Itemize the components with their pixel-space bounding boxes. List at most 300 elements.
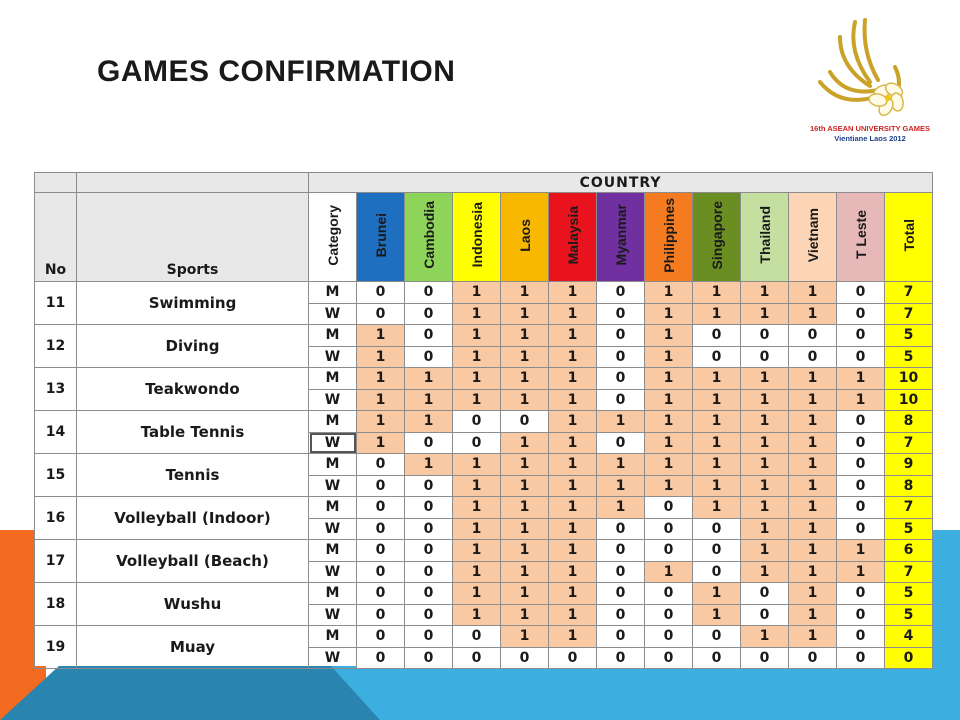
participation-cell[interactable]: 1 [549, 561, 597, 583]
category-cell[interactable]: M [309, 368, 357, 390]
participation-cell[interactable]: 1 [357, 432, 405, 454]
participation-cell[interactable]: 1 [789, 432, 837, 454]
participation-cell[interactable]: 0 [405, 497, 453, 519]
participation-cell[interactable]: 0 [405, 647, 453, 669]
header-blank-cell [35, 173, 77, 193]
participation-cell[interactable]: 0 [693, 518, 741, 540]
participation-cell[interactable]: 1 [741, 561, 789, 583]
participation-cell[interactable]: 0 [789, 325, 837, 347]
total-cell[interactable]: 5 [885, 346, 933, 368]
participation-cell[interactable]: 1 [741, 282, 789, 304]
column-header-no: No [35, 193, 77, 282]
participation-cell[interactable]: 1 [501, 282, 549, 304]
participation-cell[interactable]: 0 [837, 475, 885, 497]
participation-cell[interactable]: 0 [357, 647, 405, 669]
total-cell[interactable]: 5 [885, 325, 933, 347]
table-row [35, 626, 933, 648]
participation-cell[interactable]: 0 [405, 561, 453, 583]
participation-cell[interactable]: 1 [453, 583, 501, 605]
participation-cell[interactable]: 0 [645, 497, 693, 519]
participation-cell[interactable]: 1 [741, 454, 789, 476]
column-header-sports: Sports [77, 193, 309, 282]
participation-cell[interactable]: 0 [453, 647, 501, 669]
category-cell[interactable]: W [309, 432, 357, 454]
games-confirmation-table [34, 172, 933, 669]
participation-cell[interactable]: 0 [549, 647, 597, 669]
participation-cell[interactable]: 1 [453, 561, 501, 583]
slide-title: GAMES CONFIRMATION [97, 55, 456, 88]
participation-cell[interactable]: 0 [405, 604, 453, 626]
total-cell[interactable]: 5 [885, 604, 933, 626]
sport-name-cell: Tennis [77, 454, 309, 497]
participation-cell[interactable]: 1 [549, 432, 597, 454]
participation-cell[interactable]: 1 [453, 389, 501, 411]
category-cell[interactable]: W [309, 389, 357, 411]
participation-cell[interactable]: 1 [549, 518, 597, 540]
participation-cell[interactable]: 0 [837, 432, 885, 454]
sport-number-cell: 12 [35, 325, 77, 368]
participation-cell[interactable]: 0 [837, 282, 885, 304]
participation-cell[interactable]: 0 [693, 626, 741, 648]
participation-cell[interactable]: 1 [357, 411, 405, 433]
total-cell[interactable]: 7 [885, 497, 933, 519]
participation-cell[interactable]: 1 [789, 497, 837, 519]
total-cell[interactable]: 10 [885, 368, 933, 390]
participation-cell[interactable]: 1 [453, 518, 501, 540]
country-name-label: Malaysia [564, 205, 581, 265]
participation-cell[interactable]: 1 [357, 389, 405, 411]
participation-cell[interactable]: 0 [357, 282, 405, 304]
participation-cell[interactable]: 0 [405, 475, 453, 497]
total-cell[interactable]: 0 [885, 647, 933, 669]
column-header-country [549, 193, 597, 282]
participation-cell[interactable]: 1 [501, 561, 549, 583]
participation-cell[interactable]: 0 [837, 604, 885, 626]
country-name-label: Cambodia [420, 201, 437, 269]
participation-cell[interactable]: 0 [693, 325, 741, 347]
participation-cell[interactable]: 1 [645, 303, 693, 325]
participation-cell[interactable]: 0 [405, 540, 453, 562]
category-cell[interactable]: M [309, 411, 357, 433]
participation-cell[interactable]: 1 [741, 518, 789, 540]
table-row [35, 368, 933, 390]
participation-cell[interactable]: 1 [741, 497, 789, 519]
category-cell[interactable]: W [309, 303, 357, 325]
category-cell[interactable]: M [309, 540, 357, 562]
table-header-row [35, 193, 933, 282]
participation-cell[interactable]: 0 [741, 647, 789, 669]
participation-cell[interactable]: 1 [741, 540, 789, 562]
participation-cell[interactable]: 1 [549, 411, 597, 433]
participation-cell[interactable]: 1 [549, 454, 597, 476]
participation-cell[interactable]: 0 [453, 411, 501, 433]
participation-cell[interactable]: 0 [837, 346, 885, 368]
participation-cell[interactable]: 0 [357, 583, 405, 605]
logo-caption-line2: Vientiane Laos 2012 [834, 134, 906, 143]
column-header-country [453, 193, 501, 282]
participation-cell[interactable]: 1 [597, 497, 645, 519]
participation-cell[interactable]: 1 [645, 561, 693, 583]
column-header-category [309, 193, 357, 282]
participation-cell[interactable]: 1 [789, 368, 837, 390]
participation-cell[interactable]: 1 [405, 411, 453, 433]
column-header-country [357, 193, 405, 282]
column-header-country [693, 193, 741, 282]
participation-cell[interactable]: 0 [645, 518, 693, 540]
participation-cell[interactable]: 1 [597, 475, 645, 497]
participation-cell[interactable]: 1 [837, 540, 885, 562]
country-name-label: Thailand [756, 206, 773, 264]
participation-cell[interactable]: 1 [549, 540, 597, 562]
participation-cell[interactable]: 1 [693, 282, 741, 304]
participation-cell[interactable]: 1 [501, 518, 549, 540]
participation-cell[interactable]: 0 [597, 368, 645, 390]
table-row [35, 497, 933, 519]
participation-cell[interactable]: 0 [837, 303, 885, 325]
country-name-label: Brunei [372, 212, 389, 258]
table-group-header-row [35, 173, 933, 193]
participation-cell[interactable]: 1 [453, 475, 501, 497]
participation-cell[interactable]: 0 [837, 518, 885, 540]
participation-cell[interactable]: 1 [549, 303, 597, 325]
participation-cell[interactable]: 1 [549, 368, 597, 390]
participation-cell[interactable]: 1 [789, 303, 837, 325]
participation-cell[interactable]: 0 [357, 497, 405, 519]
participation-cell[interactable]: 1 [693, 454, 741, 476]
participation-cell[interactable]: 0 [405, 282, 453, 304]
participation-cell[interactable]: 0 [357, 561, 405, 583]
participation-cell[interactable]: 0 [597, 604, 645, 626]
sport-name-cell: Muay [77, 626, 309, 669]
participation-cell[interactable]: 0 [357, 303, 405, 325]
participation-cell[interactable]: 0 [597, 647, 645, 669]
logo-caption [800, 124, 940, 144]
participation-cell[interactable]: 1 [789, 626, 837, 648]
participation-cell[interactable]: 1 [453, 303, 501, 325]
participation-cell[interactable]: 0 [405, 583, 453, 605]
participation-cell[interactable]: 1 [741, 368, 789, 390]
category-cell[interactable]: W [309, 561, 357, 583]
participation-cell[interactable]: 1 [501, 368, 549, 390]
sport-number-cell: 19 [35, 626, 77, 669]
participation-cell[interactable]: 0 [741, 325, 789, 347]
participation-cell[interactable]: 0 [357, 518, 405, 540]
participation-cell[interactable]: 1 [501, 540, 549, 562]
participation-cell[interactable]: 1 [789, 454, 837, 476]
participation-cell[interactable]: 0 [405, 518, 453, 540]
category-cell[interactable]: W [309, 604, 357, 626]
participation-cell[interactable]: 0 [597, 518, 645, 540]
sport-number-cell: 14 [35, 411, 77, 454]
sport-name-cell: Table Tennis [77, 411, 309, 454]
total-cell[interactable]: 5 [885, 518, 933, 540]
column-header-country [597, 193, 645, 282]
participation-cell[interactable]: 0 [837, 647, 885, 669]
participation-cell[interactable]: 1 [597, 454, 645, 476]
sport-name-cell: Teakwondo [77, 368, 309, 411]
participation-cell[interactable]: 1 [501, 497, 549, 519]
participation-cell[interactable]: 1 [357, 368, 405, 390]
total-cell[interactable]: 7 [885, 432, 933, 454]
participation-cell[interactable]: 1 [741, 303, 789, 325]
participation-cell[interactable]: 0 [405, 325, 453, 347]
participation-cell[interactable]: 1 [837, 368, 885, 390]
participation-cell[interactable]: 0 [597, 389, 645, 411]
participation-cell[interactable]: 1 [645, 389, 693, 411]
participation-cell[interactable]: 1 [645, 346, 693, 368]
participation-cell[interactable]: 1 [645, 432, 693, 454]
total-cell[interactable]: 10 [885, 389, 933, 411]
participation-cell[interactable]: 0 [741, 604, 789, 626]
games-table-container [34, 172, 926, 666]
participation-cell[interactable]: 1 [501, 626, 549, 648]
participation-cell[interactable]: 0 [693, 540, 741, 562]
participation-cell[interactable]: 0 [597, 540, 645, 562]
total-cell[interactable]: 5 [885, 583, 933, 605]
participation-cell[interactable]: 1 [789, 475, 837, 497]
participation-cell[interactable]: 1 [501, 389, 549, 411]
sport-name-cell: Volleyball (Indoor) [77, 497, 309, 540]
participation-cell[interactable]: 1 [741, 432, 789, 454]
participation-cell[interactable]: 0 [837, 411, 885, 433]
sport-name-cell: Swimming [77, 282, 309, 325]
category-cell[interactable]: M [309, 583, 357, 605]
participation-cell[interactable]: 0 [645, 626, 693, 648]
participation-cell[interactable]: 1 [405, 389, 453, 411]
participation-cell[interactable]: 0 [453, 626, 501, 648]
participation-cell[interactable]: 1 [405, 368, 453, 390]
participation-cell[interactable]: 1 [645, 454, 693, 476]
column-header-total-label: Total [900, 218, 917, 252]
participation-cell[interactable]: 0 [357, 540, 405, 562]
participation-cell[interactable]: 0 [501, 411, 549, 433]
participation-cell[interactable]: 0 [597, 303, 645, 325]
participation-cell[interactable]: 1 [453, 346, 501, 368]
participation-cell[interactable]: 0 [837, 454, 885, 476]
category-cell[interactable]: M [309, 325, 357, 347]
participation-cell[interactable]: 0 [645, 604, 693, 626]
participation-cell[interactable]: 1 [645, 325, 693, 347]
participation-cell[interactable]: 1 [501, 583, 549, 605]
total-cell[interactable]: 9 [885, 454, 933, 476]
table-row [35, 411, 933, 433]
sport-name-cell: Diving [77, 325, 309, 368]
participation-cell[interactable]: 1 [549, 282, 597, 304]
participation-cell[interactable]: 1 [501, 303, 549, 325]
sport-number-cell: 11 [35, 282, 77, 325]
participation-cell[interactable]: 0 [645, 583, 693, 605]
participation-cell[interactable]: 1 [789, 583, 837, 605]
category-cell[interactable]: W [309, 475, 357, 497]
participation-cell[interactable]: 1 [453, 604, 501, 626]
participation-cell[interactable]: 1 [453, 497, 501, 519]
participation-cell[interactable]: 0 [693, 561, 741, 583]
participation-cell[interactable]: 1 [549, 604, 597, 626]
participation-cell[interactable]: 0 [597, 583, 645, 605]
participation-cell[interactable]: 0 [597, 561, 645, 583]
country-name-label: Philippines [660, 197, 677, 273]
participation-cell[interactable]: 0 [837, 583, 885, 605]
total-cell[interactable]: 8 [885, 475, 933, 497]
column-header-country [645, 193, 693, 282]
participation-cell[interactable]: 1 [789, 411, 837, 433]
participation-cell[interactable]: 0 [501, 647, 549, 669]
participation-cell[interactable]: 1 [837, 561, 885, 583]
participation-cell[interactable]: 1 [549, 325, 597, 347]
table-row [35, 325, 933, 347]
country-name-label: Indonesia [468, 202, 485, 268]
column-header-country [837, 193, 885, 282]
total-cell[interactable]: 4 [885, 626, 933, 648]
table-row [35, 282, 933, 304]
participation-cell[interactable]: 1 [549, 583, 597, 605]
participation-cell[interactable]: 0 [597, 282, 645, 304]
header-blank-cell [77, 173, 309, 193]
participation-cell[interactable]: 1 [549, 389, 597, 411]
participation-cell[interactable]: 1 [453, 540, 501, 562]
participation-cell[interactable]: 1 [501, 432, 549, 454]
participation-cell[interactable]: 1 [453, 325, 501, 347]
country-name-label: Vietnam [804, 207, 821, 263]
participation-cell[interactable]: 0 [597, 325, 645, 347]
sport-number-cell: 16 [35, 497, 77, 540]
participation-cell[interactable]: 1 [741, 411, 789, 433]
participation-cell[interactable]: 0 [741, 583, 789, 605]
participation-cell[interactable]: 1 [357, 325, 405, 347]
participation-cell[interactable]: 1 [501, 604, 549, 626]
participation-cell[interactable]: 0 [453, 432, 501, 454]
country-group-header: COUNTRY [309, 173, 933, 193]
column-header-total [885, 193, 933, 282]
participation-cell[interactable]: 1 [549, 475, 597, 497]
logo-caption-line1: 16th ASEAN UNIVERSITY GAMES [809, 124, 931, 133]
participation-cell[interactable]: 1 [837, 389, 885, 411]
participation-cell[interactable]: 0 [357, 604, 405, 626]
dark-blue-accent-shape [0, 665, 380, 720]
country-name-label: T Leste [852, 210, 869, 260]
participation-cell[interactable]: 1 [693, 583, 741, 605]
participation-cell[interactable]: 0 [357, 626, 405, 648]
participation-cell[interactable]: 0 [597, 626, 645, 648]
category-cell[interactable]: M [309, 626, 357, 648]
category-cell[interactable]: M [309, 497, 357, 519]
column-header-country [501, 193, 549, 282]
participation-cell[interactable]: 1 [645, 475, 693, 497]
category-cell[interactable]: M [309, 282, 357, 304]
participation-cell[interactable]: 1 [789, 561, 837, 583]
sport-number-cell: 17 [35, 540, 77, 583]
participation-cell[interactable]: 1 [645, 411, 693, 433]
sport-name-cell: Wushu [77, 583, 309, 626]
participation-cell[interactable]: 1 [693, 411, 741, 433]
participation-cell[interactable]: 0 [597, 432, 645, 454]
table-row [35, 583, 933, 605]
participation-cell[interactable]: 0 [405, 346, 453, 368]
participation-cell[interactable]: 1 [693, 475, 741, 497]
participation-cell[interactable]: 1 [549, 626, 597, 648]
sport-name-cell: Volleyball (Beach) [77, 540, 309, 583]
category-cell[interactable]: W [309, 647, 357, 669]
participation-cell[interactable]: 0 [789, 647, 837, 669]
participation-cell[interactable]: 0 [837, 497, 885, 519]
participation-cell[interactable]: 1 [453, 454, 501, 476]
participation-cell[interactable]: 0 [405, 626, 453, 648]
participation-cell[interactable]: 0 [405, 432, 453, 454]
participation-cell[interactable]: 1 [501, 454, 549, 476]
category-cell[interactable]: W [309, 518, 357, 540]
participation-cell[interactable]: 1 [501, 346, 549, 368]
participation-cell[interactable]: 1 [693, 604, 741, 626]
country-name-label: Singapore [708, 200, 725, 270]
total-cell[interactable]: 6 [885, 540, 933, 562]
total-cell[interactable]: 7 [885, 561, 933, 583]
participation-cell[interactable]: 1 [693, 368, 741, 390]
column-header-country [405, 193, 453, 282]
category-cell[interactable]: M [309, 454, 357, 476]
participation-cell[interactable]: 1 [549, 497, 597, 519]
participation-cell[interactable]: 0 [741, 346, 789, 368]
participation-cell[interactable]: 1 [453, 368, 501, 390]
participation-cell[interactable]: 1 [405, 454, 453, 476]
country-name-label: Myanmar [612, 204, 629, 266]
participation-cell[interactable]: 1 [741, 389, 789, 411]
participation-cell[interactable]: 0 [837, 325, 885, 347]
participation-cell[interactable]: 1 [501, 475, 549, 497]
participation-cell[interactable]: 0 [837, 626, 885, 648]
participation-cell[interactable]: 1 [789, 518, 837, 540]
participation-cell[interactable]: 0 [693, 346, 741, 368]
participation-cell[interactable]: 1 [789, 389, 837, 411]
participation-cell[interactable]: 1 [453, 282, 501, 304]
participation-cell[interactable]: 1 [693, 389, 741, 411]
participation-cell[interactable]: 0 [789, 346, 837, 368]
participation-cell[interactable]: 1 [645, 282, 693, 304]
participation-cell[interactable]: 0 [693, 647, 741, 669]
participation-cell[interactable]: 0 [597, 346, 645, 368]
participation-cell[interactable]: 1 [741, 626, 789, 648]
column-header-country [789, 193, 837, 282]
participation-cell[interactable]: 1 [357, 346, 405, 368]
sport-number-cell: 15 [35, 454, 77, 497]
participation-cell[interactable]: 1 [693, 432, 741, 454]
participation-cell[interactable]: 1 [501, 325, 549, 347]
participation-cell[interactable]: 1 [693, 303, 741, 325]
category-cell[interactable]: W [309, 346, 357, 368]
participation-cell[interactable]: 0 [357, 454, 405, 476]
table-row [35, 454, 933, 476]
participation-cell[interactable]: 1 [741, 475, 789, 497]
column-header-category-label: Category [324, 204, 341, 266]
participation-cell[interactable]: 0 [357, 475, 405, 497]
participation-cell[interactable]: 1 [645, 368, 693, 390]
participation-cell[interactable]: 1 [789, 282, 837, 304]
sport-number-cell: 18 [35, 583, 77, 626]
column-header-country [741, 193, 789, 282]
total-cell[interactable]: 7 [885, 282, 933, 304]
participation-cell[interactable]: 1 [693, 497, 741, 519]
total-cell[interactable]: 8 [885, 411, 933, 433]
participation-cell[interactable]: 1 [597, 411, 645, 433]
participation-cell[interactable]: 0 [405, 303, 453, 325]
participation-cell[interactable]: 1 [789, 604, 837, 626]
country-name-label: Laos [516, 218, 533, 252]
total-cell[interactable]: 7 [885, 303, 933, 325]
participation-cell[interactable]: 0 [645, 540, 693, 562]
participation-cell[interactable]: 1 [789, 540, 837, 562]
table-row [35, 540, 933, 562]
participation-cell[interactable]: 0 [645, 647, 693, 669]
participation-cell[interactable]: 1 [549, 346, 597, 368]
